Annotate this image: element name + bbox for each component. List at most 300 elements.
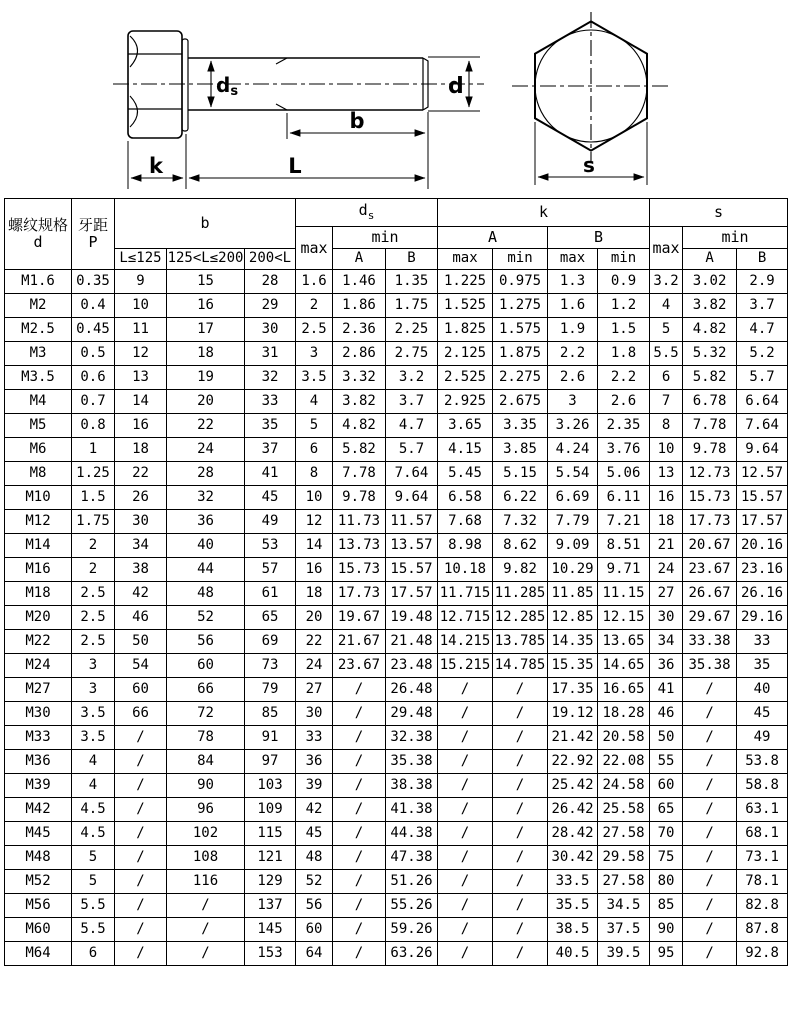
table-cell: 7.79 <box>548 510 598 534</box>
table-cell: 18 <box>167 342 245 366</box>
table-cell: 129 <box>245 870 296 894</box>
table-row <box>5 390 788 414</box>
header-thread-spec-cn: 螺纹规格 <box>7 215 68 234</box>
table-cell: / <box>493 894 548 918</box>
table-cell: 24 <box>296 654 333 678</box>
table-cell: 53 <box>245 534 296 558</box>
table-cell: 19.67 <box>333 606 386 630</box>
table-cell: 73.1 <box>737 846 788 870</box>
table-cell: 18 <box>296 582 333 606</box>
table-cell: 35.5 <box>548 894 598 918</box>
table-cell: 15.215 <box>438 654 493 678</box>
table-cell: 49 <box>737 726 788 750</box>
table-cell: 0.6 <box>72 366 115 390</box>
table-cell: 65 <box>245 606 296 630</box>
table-cell: 16 <box>115 414 167 438</box>
table-cell: M48 <box>5 846 72 870</box>
table-cell: / <box>333 870 386 894</box>
table-cell: 23.48 <box>386 654 438 678</box>
table-cell: 41 <box>245 462 296 486</box>
table-cell: / <box>115 774 167 798</box>
table-cell: 15.35 <box>548 654 598 678</box>
table-row <box>5 894 788 918</box>
header-pitch-p: P <box>88 233 98 251</box>
table-cell: M27 <box>5 678 72 702</box>
table-cell: 17.73 <box>683 510 737 534</box>
table-cell: 1.25 <box>72 462 115 486</box>
table-row <box>5 942 788 966</box>
table-cell: 2 <box>72 534 115 558</box>
table-cell: 17.57 <box>386 582 438 606</box>
table-cell: 20.16 <box>737 534 788 558</box>
table-cell: 34 <box>115 534 167 558</box>
table-cell: M3.5 <box>5 366 72 390</box>
table-cell: 5.7 <box>386 438 438 462</box>
table-cell: 3.82 <box>683 294 737 318</box>
header-ds-max: max <box>296 227 333 270</box>
table-cell: 85 <box>650 894 683 918</box>
table-cell: 44.38 <box>386 822 438 846</box>
table-cell: M12 <box>5 510 72 534</box>
header-k-A: A <box>438 227 548 249</box>
header-s-min-B: B <box>737 249 788 270</box>
table-cell: 3.82 <box>333 390 386 414</box>
table-cell: 49 <box>245 510 296 534</box>
table-cell: 6 <box>296 438 333 462</box>
table-cell: 27 <box>296 678 333 702</box>
table-cell: 2.36 <box>333 318 386 342</box>
table-cell: 30 <box>296 702 333 726</box>
table-cell: 50 <box>115 630 167 654</box>
table-cell: 5.7 <box>737 366 788 390</box>
header-k-A-max: max <box>438 249 493 270</box>
table-cell: 13.65 <box>598 630 650 654</box>
table-cell: 1.75 <box>386 294 438 318</box>
table-cell: 2.275 <box>493 366 548 390</box>
table-cell: 9.82 <box>493 558 548 582</box>
table-cell: 0.8 <box>72 414 115 438</box>
table-cell: 7.32 <box>493 510 548 534</box>
table-cell: 45 <box>296 822 333 846</box>
table-cell: 30 <box>245 318 296 342</box>
table-cell: 145 <box>245 918 296 942</box>
table-cell: 19.48 <box>386 606 438 630</box>
table-cell: 45 <box>737 702 788 726</box>
table-cell: M2 <box>5 294 72 318</box>
table-cell: M10 <box>5 486 72 510</box>
table-cell: 1.8 <box>598 342 650 366</box>
table-cell: 30 <box>115 510 167 534</box>
table-cell: 28.42 <box>548 822 598 846</box>
table-cell: 6.64 <box>737 390 788 414</box>
table-cell: 9.78 <box>333 486 386 510</box>
table-cell: 4.7 <box>737 318 788 342</box>
table-cell: 0.5 <box>72 342 115 366</box>
table-cell: M5 <box>5 414 72 438</box>
table-cell: / <box>333 702 386 726</box>
table-cell: / <box>683 702 737 726</box>
table-cell: 17.35 <box>548 678 598 702</box>
table-cell: 103 <box>245 774 296 798</box>
table-cell: / <box>493 726 548 750</box>
table-cell: 16 <box>167 294 245 318</box>
header-pitch-cn: 牙距 <box>77 215 108 234</box>
table-cell: 9.64 <box>737 438 788 462</box>
table-cell: 73 <box>245 654 296 678</box>
table-cell: 33 <box>245 390 296 414</box>
bolt-dimension-table <box>4 198 788 966</box>
table-cell: 46 <box>650 702 683 726</box>
table-cell: / <box>438 678 493 702</box>
table-cell: 17.73 <box>333 582 386 606</box>
table-cell: 38.5 <box>548 918 598 942</box>
table-cell: 5 <box>296 414 333 438</box>
table-cell: 4.5 <box>72 798 115 822</box>
table-cell: 12.15 <box>598 606 650 630</box>
table-cell: / <box>167 918 245 942</box>
table-cell: 7.64 <box>737 414 788 438</box>
table-cell: / <box>683 870 737 894</box>
table-cell: / <box>493 870 548 894</box>
table-cell: / <box>115 894 167 918</box>
table-cell: / <box>115 918 167 942</box>
table-cell: 21.42 <box>548 726 598 750</box>
table-cell: 1.5 <box>72 486 115 510</box>
table-cell: 41.38 <box>386 798 438 822</box>
table-cell: 78.1 <box>737 870 788 894</box>
header-k-B-min: min <box>598 249 650 270</box>
table-cell: M56 <box>5 894 72 918</box>
table-cell: 17.57 <box>737 510 788 534</box>
table-cell: 2.2 <box>548 342 598 366</box>
table-row <box>5 582 788 606</box>
table-cell: 115 <box>245 822 296 846</box>
table-cell: 85 <box>245 702 296 726</box>
table-cell: 24.58 <box>598 774 650 798</box>
table-cell: 69 <box>245 630 296 654</box>
table-cell: 2.675 <box>493 390 548 414</box>
table-cell: 6 <box>72 942 115 966</box>
table-cell: 63.26 <box>386 942 438 966</box>
table-cell: 11.285 <box>493 582 548 606</box>
table-cell: 10.29 <box>548 558 598 582</box>
table-cell: 35 <box>737 654 788 678</box>
table-cell: 1.46 <box>333 270 386 294</box>
table-cell: / <box>493 678 548 702</box>
table-cell: 9 <box>115 270 167 294</box>
table-cell: 95 <box>650 942 683 966</box>
table-cell: 55 <box>650 750 683 774</box>
table-cell: 116 <box>167 870 245 894</box>
table-cell: 33.38 <box>683 630 737 654</box>
table-row <box>5 630 788 654</box>
table-cell: 3.7 <box>737 294 788 318</box>
table-cell: 1.2 <box>598 294 650 318</box>
table-cell: 7.78 <box>683 414 737 438</box>
table-cell: 64 <box>296 942 333 966</box>
table-cell: 15.57 <box>386 558 438 582</box>
table-cell: / <box>115 870 167 894</box>
table-cell: 6.78 <box>683 390 737 414</box>
table-cell: 22 <box>167 414 245 438</box>
table-cell: M4 <box>5 390 72 414</box>
table-row <box>5 294 788 318</box>
table-cell: / <box>333 846 386 870</box>
table-cell: 3.5 <box>72 702 115 726</box>
table-cell: M24 <box>5 654 72 678</box>
table-cell: / <box>115 942 167 966</box>
table-cell: 2.5 <box>72 582 115 606</box>
table-cell: / <box>333 822 386 846</box>
table-cell: 28 <box>245 270 296 294</box>
table-cell: 14 <box>115 390 167 414</box>
table-cell: / <box>683 822 737 846</box>
table-cell: 0.7 <box>72 390 115 414</box>
table-cell: 75 <box>650 846 683 870</box>
table-cell: 24 <box>650 558 683 582</box>
table-cell: 3 <box>72 654 115 678</box>
table-cell: 108 <box>167 846 245 870</box>
header-b-lgt200: 200<L <box>245 249 296 270</box>
table-cell: 3.5 <box>296 366 333 390</box>
table-cell: 5 <box>72 870 115 894</box>
table-cell: 26.48 <box>386 678 438 702</box>
table-cell: 3.2 <box>386 366 438 390</box>
table-cell: 8.51 <box>598 534 650 558</box>
table-cell: 12.85 <box>548 606 598 630</box>
header-thread-spec <box>5 199 72 270</box>
table-cell: 7.78 <box>333 462 386 486</box>
table-cell: 13.73 <box>333 534 386 558</box>
table-cell: 18 <box>115 438 167 462</box>
table-cell: 4.82 <box>333 414 386 438</box>
table-cell: 48 <box>296 846 333 870</box>
table-cell: 15.73 <box>333 558 386 582</box>
table-cell: M33 <box>5 726 72 750</box>
table-cell: 5.32 <box>683 342 737 366</box>
table-cell: 22 <box>115 462 167 486</box>
table-cell: 6.11 <box>598 486 650 510</box>
table-row <box>5 414 788 438</box>
table-cell: 2.925 <box>438 390 493 414</box>
table-cell: 52 <box>296 870 333 894</box>
table-cell: 6.58 <box>438 486 493 510</box>
table-cell: M14 <box>5 534 72 558</box>
table-cell: 1 <box>72 438 115 462</box>
table-cell: 66 <box>167 678 245 702</box>
header-ds-min-A: A <box>333 249 386 270</box>
table-cell: 4.5 <box>72 822 115 846</box>
table-cell: 21.48 <box>386 630 438 654</box>
table-row <box>5 366 788 390</box>
table-cell: 5.82 <box>683 366 737 390</box>
table-cell: 4.15 <box>438 438 493 462</box>
table-cell: 29.67 <box>683 606 737 630</box>
table-cell: 22.08 <box>598 750 650 774</box>
table-cell: 13.785 <box>493 630 548 654</box>
table-cell: / <box>493 942 548 966</box>
table-cell: M3 <box>5 342 72 366</box>
table-cell: 11.15 <box>598 582 650 606</box>
table-cell: 12.715 <box>438 606 493 630</box>
table-cell: 1.9 <box>548 318 598 342</box>
table-cell: / <box>493 822 548 846</box>
table-cell: 2.5 <box>296 318 333 342</box>
table-cell: 2 <box>72 558 115 582</box>
table-cell: 33 <box>296 726 333 750</box>
table-cell: 39.5 <box>598 942 650 966</box>
table-cell: 3.65 <box>438 414 493 438</box>
table-cell: M6 <box>5 438 72 462</box>
table-cell: 27.58 <box>598 822 650 846</box>
table-cell: / <box>438 942 493 966</box>
table-cell: 20 <box>296 606 333 630</box>
table-cell: / <box>683 774 737 798</box>
table-cell: 10 <box>650 438 683 462</box>
table-cell: M22 <box>5 630 72 654</box>
table-cell: 35.38 <box>386 750 438 774</box>
table-cell: 66 <box>115 702 167 726</box>
table-cell: 4 <box>72 774 115 798</box>
table-cell: 35 <box>245 414 296 438</box>
table-cell: M16 <box>5 558 72 582</box>
table-row <box>5 342 788 366</box>
table-cell: 3.02 <box>683 270 737 294</box>
table-cell: 1.875 <box>493 342 548 366</box>
table-row <box>5 798 788 822</box>
table-cell: / <box>438 870 493 894</box>
table-cell: 12.285 <box>493 606 548 630</box>
table-cell: 56 <box>167 630 245 654</box>
table-row <box>5 774 788 798</box>
table-cell: 7.68 <box>438 510 493 534</box>
header-thread-spec-d: d <box>33 233 43 251</box>
table-cell: 21 <box>650 534 683 558</box>
table-row <box>5 846 788 870</box>
table-cell: / <box>438 822 493 846</box>
table-cell: 28 <box>167 462 245 486</box>
table-cell: 29 <box>245 294 296 318</box>
table-cell: 2.2 <box>598 366 650 390</box>
table-cell: 36 <box>296 750 333 774</box>
dim-label-ds: ds <box>216 73 239 99</box>
table-cell: 92.8 <box>737 942 788 966</box>
table-cell: 32 <box>167 486 245 510</box>
header-k-A-min: min <box>493 249 548 270</box>
table-cell: / <box>333 942 386 966</box>
table-cell: 39 <box>296 774 333 798</box>
table-cell: / <box>683 750 737 774</box>
table-cell: 3.2 <box>650 270 683 294</box>
table-cell: 50 <box>650 726 683 750</box>
table-cell: 5.2 <box>737 342 788 366</box>
table-row <box>5 678 788 702</box>
table-cell: 19 <box>167 366 245 390</box>
table-row <box>5 270 788 294</box>
dim-label-k: k <box>149 154 163 178</box>
table-cell: 5.54 <box>548 462 598 486</box>
table-cell: 25.58 <box>598 798 650 822</box>
table-cell: 1.3 <box>548 270 598 294</box>
table-cell: 1.275 <box>493 294 548 318</box>
table-cell: 7.21 <box>598 510 650 534</box>
table-cell: 14.215 <box>438 630 493 654</box>
table-cell: 36 <box>167 510 245 534</box>
table-cell: 20 <box>167 390 245 414</box>
table-cell: 23.67 <box>683 558 737 582</box>
header-k-B-max: max <box>548 249 598 270</box>
table-cell: 1.825 <box>438 318 493 342</box>
table-cell: 91 <box>245 726 296 750</box>
table-cell: 61 <box>245 582 296 606</box>
table-cell: 102 <box>167 822 245 846</box>
table-row <box>5 870 788 894</box>
table-cell: 2.6 <box>598 390 650 414</box>
table-cell: / <box>438 774 493 798</box>
table-cell: M42 <box>5 798 72 822</box>
table-cell: 14 <box>296 534 333 558</box>
dim-label-b: b <box>349 109 365 133</box>
table-cell: 29.58 <box>598 846 650 870</box>
table-cell: 7.64 <box>386 462 438 486</box>
table-cell: 52 <box>167 606 245 630</box>
table-cell: 12.57 <box>737 462 788 486</box>
table-cell: 20.58 <box>598 726 650 750</box>
table-row <box>5 606 788 630</box>
table-cell: / <box>493 846 548 870</box>
table-cell: 40.5 <box>548 942 598 966</box>
table-cell: 5.5 <box>650 342 683 366</box>
table-cell: / <box>493 702 548 726</box>
table-cell: 13 <box>115 366 167 390</box>
table-cell: 2.35 <box>598 414 650 438</box>
table-cell: 2.86 <box>333 342 386 366</box>
table-cell: 1.6 <box>296 270 333 294</box>
table-cell: 15 <box>167 270 245 294</box>
table-cell: 1.86 <box>333 294 386 318</box>
table-cell: 3 <box>548 390 598 414</box>
table-cell: / <box>493 750 548 774</box>
table-cell: 12.73 <box>683 462 737 486</box>
dim-label-d: d <box>448 74 464 99</box>
table-cell: 36 <box>650 654 683 678</box>
table-row <box>5 510 788 534</box>
table-cell: 33.5 <box>548 870 598 894</box>
table-cell: 34.5 <box>598 894 650 918</box>
table-cell: 13 <box>650 462 683 486</box>
table-cell: 90 <box>167 774 245 798</box>
table-cell: 11.57 <box>386 510 438 534</box>
table-cell: 29.48 <box>386 702 438 726</box>
table-cell: 15.73 <box>683 486 737 510</box>
table-cell: 48 <box>167 582 245 606</box>
header-b: b <box>115 199 296 249</box>
table-cell: 4.24 <box>548 438 598 462</box>
table-cell: 35.38 <box>683 654 737 678</box>
table-cell: 27.58 <box>598 870 650 894</box>
table-cell: M30 <box>5 702 72 726</box>
table-cell: 2.525 <box>438 366 493 390</box>
table-cell: 109 <box>245 798 296 822</box>
table-cell: 11 <box>115 318 167 342</box>
table-cell: 3 <box>72 678 115 702</box>
table-cell: 44 <box>167 558 245 582</box>
table-cell: 1.5 <box>598 318 650 342</box>
table-cell: 9.71 <box>598 558 650 582</box>
table-cell: / <box>333 798 386 822</box>
table-cell: 1.225 <box>438 270 493 294</box>
table-cell: 22.92 <box>548 750 598 774</box>
